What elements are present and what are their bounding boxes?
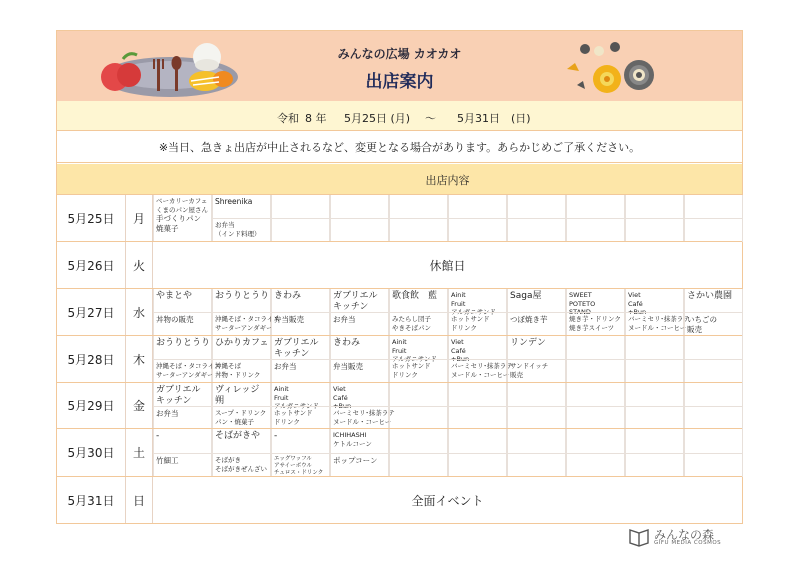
- shop-name-area: [567, 195, 624, 218]
- shop-name-area: [154, 429, 211, 453]
- shop-cell: [330, 383, 395, 429]
- shop-name-area: [567, 383, 624, 406]
- shop-name: ガブリエル: [156, 385, 201, 395]
- shop-item: サーターアンダギー: [215, 323, 273, 332]
- shop-cell: [566, 383, 625, 429]
- schedule-row: [57, 428, 742, 476]
- shop-item-area: [331, 312, 388, 336]
- shop-item-area: [449, 453, 506, 477]
- shop-item-area: [567, 312, 624, 336]
- table-header: [57, 164, 742, 194]
- shop-name-area: [213, 195, 270, 218]
- shop-cell: [684, 289, 743, 336]
- shop-cell: [389, 383, 448, 429]
- shop-item-area: [154, 359, 221, 383]
- shop-cell: [507, 429, 566, 477]
- shop-name-area: [331, 289, 388, 312]
- shop-cell: [330, 289, 389, 336]
- shop-cell: [330, 336, 389, 383]
- shop-name: キッチン: [156, 396, 192, 406]
- open-book-icon: [628, 526, 650, 546]
- shop-name: Fruit: [451, 299, 466, 308]
- shop-name: Fruit: [274, 393, 289, 402]
- shop-cell: [566, 429, 625, 477]
- media-cosmos-logo: [628, 526, 748, 548]
- row-day-of-week: 金: [125, 383, 153, 428]
- shop-cell: [684, 336, 743, 383]
- shop-item: ホットサンド: [274, 409, 313, 417]
- shop-name-area: [685, 289, 742, 312]
- shop-item: 焼き芋・ドリンク: [569, 315, 621, 323]
- shop-cell: [153, 383, 212, 429]
- shop-name: POTETO: [569, 299, 596, 308]
- shop-name-area: [272, 336, 329, 359]
- shop-name-area: [626, 336, 683, 359]
- shop-item: 丼物の販売: [156, 315, 194, 324]
- schedule-row: [57, 476, 742, 523]
- shop-name: ケトルコーン: [333, 439, 372, 448]
- row-day-of-week: 日: [125, 477, 153, 523]
- shop-name: キッチン: [274, 349, 310, 359]
- shop-item-area: [685, 312, 742, 336]
- shop-name-area: [449, 195, 506, 218]
- shop-item: ドリンク: [274, 417, 300, 426]
- logo-subtitle: GIFU MEDIA COSMOS: [654, 540, 722, 546]
- shop-cell: [684, 429, 743, 477]
- era: 令和: [277, 112, 299, 125]
- shop-name: Café: [333, 393, 348, 402]
- shop-name: Shreenika: [215, 197, 253, 206]
- row-day-of-week: 木: [125, 336, 153, 382]
- shop-item-area: [390, 406, 447, 429]
- shop-name-area: [213, 429, 270, 453]
- shop-name: Ainit: [274, 385, 289, 393]
- shop-cell: [389, 336, 448, 383]
- shop-item-area: [567, 359, 624, 383]
- shop-name: Ainit: [451, 291, 466, 299]
- shop-cell: [389, 429, 448, 477]
- row-day-of-week: 月: [125, 195, 153, 241]
- shop-name-area: [449, 336, 506, 363]
- shop-item-area: [685, 406, 742, 429]
- shop-name: ひかりカフェ: [215, 338, 269, 348]
- shop-item: ホットサンド: [451, 315, 490, 323]
- shop-item: ホットサンド: [392, 362, 431, 370]
- shop-line: 手づくりパン: [156, 214, 201, 223]
- shop-item-area: [567, 406, 624, 429]
- schedule-row: [57, 382, 742, 428]
- shop-name: アルガニサンド: [274, 402, 319, 410]
- shop-item-area: [272, 312, 329, 336]
- shop-cell: [625, 336, 684, 383]
- shop-name-area: [626, 429, 683, 453]
- shop-name-area: [213, 336, 270, 359]
- shop-item: 沖縄そば・タコライス: [215, 315, 280, 323]
- shop-item: アサイーボウル: [274, 463, 312, 469]
- shop-item-area: [331, 453, 388, 477]
- shop-name-area: [508, 289, 565, 312]
- shop-name: Viet: [451, 338, 464, 346]
- shop-name-area: [213, 289, 270, 312]
- shop-item-area: [390, 359, 447, 383]
- shop-cell: [566, 336, 625, 383]
- shop-name-area: [154, 195, 211, 242]
- shop-name: ガブリエル: [274, 338, 319, 348]
- shop-name: アルガニサンド: [392, 355, 437, 363]
- shop-name: おうりとうり: [156, 338, 211, 348]
- schedule-row: [57, 335, 742, 382]
- logo-name: みんなの森: [654, 528, 715, 542]
- shop-name: Fruit: [392, 346, 407, 355]
- shop-item-area: [508, 406, 565, 429]
- shop-item-area: [449, 312, 506, 336]
- shop-name: +Bun: [451, 355, 470, 363]
- shop-item-area: [390, 312, 447, 336]
- shop-name: そばがきや: [215, 431, 261, 441]
- shop-item: 販売: [687, 324, 702, 334]
- shop-name: やまとや: [156, 291, 193, 301]
- shop-item-area: [626, 453, 683, 477]
- row-full-note: 休館日: [429, 258, 466, 273]
- shop-name-area: [154, 289, 211, 312]
- shop-item-area: [508, 218, 565, 242]
- shop-item: （インド料理）: [215, 229, 261, 238]
- shop-cell: [271, 289, 330, 336]
- shop-cell: [448, 289, 507, 336]
- shop-name: おうりとうり: [215, 291, 270, 301]
- shop-item: そばがき: [215, 456, 241, 464]
- notice: ※当日、急きょ出店が中止されるなど、変更となる場合があります。あらかじめご了承ください。: [57, 132, 742, 163]
- shop-name: ICHIHASHI: [333, 431, 367, 439]
- shop-item: パン・焼菓子: [215, 417, 254, 426]
- shop-item-area: [331, 359, 388, 383]
- shop-name-area: [272, 289, 329, 312]
- shop-item-area: [567, 453, 624, 477]
- shop-cell: [153, 289, 212, 336]
- shop-cell: [448, 336, 513, 383]
- shop-item: 販売: [510, 370, 523, 379]
- shop-cell: [625, 383, 684, 429]
- shop-item: ポップコーン: [333, 456, 378, 465]
- shop-item: サンドイッチ: [510, 362, 549, 370]
- page-title: 出店案内: [365, 72, 434, 92]
- shop-cell: [389, 195, 448, 242]
- shop-item: お弁当: [333, 315, 356, 324]
- shop-name: きわみ: [333, 338, 361, 348]
- schedule-sheet: [56, 30, 743, 524]
- shop-item: お弁当: [215, 221, 235, 229]
- shop-item-area: [685, 218, 742, 242]
- shop-item-area: [154, 312, 211, 336]
- shop-item-area: [508, 453, 565, 477]
- shop-item-area: [449, 218, 506, 242]
- shop-cell: [684, 195, 743, 242]
- shop-name: Café: [628, 299, 643, 308]
- shop-item-area: [390, 218, 447, 242]
- shop-name: Viet: [333, 385, 346, 393]
- header: [57, 31, 742, 101]
- shop-item: お弁当: [156, 409, 179, 418]
- shop-item: つぼ焼き芋: [510, 315, 548, 324]
- shop-item: ドリンク: [451, 323, 477, 332]
- shop-cell: [448, 429, 507, 477]
- shop-name-area: [685, 383, 742, 406]
- shop-cell: [271, 429, 330, 477]
- row-date: 5月26日: [67, 258, 115, 273]
- shop-item-area: [567, 218, 624, 242]
- shop-item: そばがきぜんざい: [215, 464, 267, 473]
- shop-name-area: [508, 195, 565, 218]
- shop-item-area: [331, 218, 388, 242]
- shop-cell: [507, 195, 566, 242]
- shop-item-area: [272, 218, 329, 242]
- shop-item: みたらし団子: [392, 315, 431, 323]
- shop-item: 焼き芋スイーツ: [569, 323, 615, 332]
- shop-name: +Bun: [333, 402, 352, 410]
- shop-name: ガブリエル: [333, 291, 378, 301]
- shop-name: STAND: [569, 308, 591, 316]
- shop-item-area: [626, 406, 683, 429]
- shop-cell: [271, 383, 330, 429]
- shop-name-area: [449, 289, 506, 316]
- shop-cell: [566, 289, 625, 336]
- shop-name: SWEET: [569, 291, 592, 299]
- shop-item-area: [272, 359, 329, 383]
- shop-item-area: [213, 359, 270, 383]
- shop-item-area: [331, 406, 395, 429]
- shop-name-area: [685, 429, 742, 453]
- schedule-row: [57, 288, 742, 335]
- shop-item: バーミセリ･抹茶ラテ: [333, 409, 395, 417]
- row-full-note: 全面イベント: [411, 493, 484, 508]
- shop-name-area: [685, 336, 742, 359]
- shop-name: さかい農園: [687, 291, 733, 301]
- shop-name-area: [331, 429, 388, 453]
- shop-name-area: [626, 383, 683, 406]
- start-date: 5月25日 (月): [344, 112, 411, 125]
- shop-cell: [330, 429, 389, 477]
- row-day-of-week: 土: [125, 429, 153, 476]
- shop-cell: [507, 289, 566, 336]
- shop-name-area: [390, 195, 447, 218]
- shop-name-area: [272, 195, 329, 218]
- shop-item-area: [213, 453, 270, 477]
- shop-name-area: [154, 383, 211, 406]
- shop-name-area: [449, 383, 506, 406]
- shop-item-area: [213, 218, 270, 242]
- shop-name-area: [567, 289, 624, 316]
- shop-item: 弁当販売: [274, 315, 304, 324]
- shop-name-area: [272, 383, 329, 410]
- date-range: [57, 101, 742, 131]
- shop-item: スープ・ドリンク: [215, 409, 267, 417]
- row-date: 5月25日: [67, 211, 115, 226]
- shop-item-area: [449, 359, 513, 383]
- shop-name: Saga屋: [510, 291, 542, 301]
- shop-name: キッチン: [333, 302, 369, 312]
- shop-name: アルガニサンド: [451, 308, 496, 316]
- shop-cell: [212, 195, 271, 242]
- shop-name-area: [154, 336, 211, 359]
- shop-name-area: [331, 336, 388, 359]
- shop-cell: [389, 289, 448, 336]
- shop-item: バーミセリ･抹茶ラテ: [451, 362, 513, 370]
- shop-name: -: [156, 431, 160, 441]
- shop-name-area: [390, 383, 447, 406]
- shop-cell: [153, 429, 212, 477]
- shop-name: -: [274, 431, 278, 441]
- shop-item: いちごの: [687, 315, 717, 324]
- shop-item-area: [154, 406, 211, 429]
- schedule-row: [57, 241, 742, 288]
- shop-cell: [507, 336, 566, 383]
- row-date: 5月31日: [67, 493, 115, 508]
- schedule-row: [57, 194, 742, 241]
- shop-cell: [684, 383, 743, 429]
- shop-cell: [566, 195, 625, 242]
- year: 8 年: [305, 112, 327, 125]
- shop-item-area: [154, 453, 211, 477]
- shop-item-area: [626, 359, 683, 383]
- shop-cell: [212, 289, 280, 336]
- shop-cell: [153, 336, 221, 383]
- shop-item-area: [626, 218, 683, 242]
- content-column-label: 出店内容: [425, 174, 470, 187]
- shop-cell: [507, 383, 566, 429]
- shop-item-area: [685, 359, 742, 383]
- shop-name-area: [390, 336, 447, 363]
- shop-item: ドリンク: [392, 370, 418, 379]
- shop-item-area: [685, 453, 742, 477]
- shop-name: 歌食飲 藍: [392, 291, 438, 301]
- shop-line: くまのパン屋さん: [156, 205, 208, 214]
- shop-cell: [271, 336, 330, 383]
- shop-name-area: [685, 195, 742, 218]
- shop-item-area: [626, 312, 690, 336]
- shop-name: Ainit: [392, 338, 407, 346]
- shop-item: サーターアンダギー: [156, 370, 214, 379]
- shop-item: 沖縄そば・タコライス: [156, 362, 221, 370]
- shop-item: チュロス・ドリンク: [274, 470, 324, 476]
- shop-name-area: [626, 195, 683, 218]
- shop-name-area: [272, 429, 329, 453]
- shop-name-area: [331, 195, 388, 218]
- row-day-of-week: 火: [125, 242, 153, 288]
- shop-name-area: [567, 336, 624, 359]
- shop-item: 竹細工: [156, 456, 179, 465]
- shop-item: ヌードル・コーヒー: [451, 370, 510, 379]
- shop-item-area: [508, 312, 565, 336]
- shop-name: 朔: [215, 396, 225, 406]
- shop-cell: [625, 195, 684, 242]
- range-tilde: ～: [425, 112, 436, 125]
- shop-cell: [448, 195, 507, 242]
- shop-name-area: [331, 383, 388, 410]
- end-date: 5月31日 (日): [457, 112, 531, 125]
- shop-cell: [212, 383, 271, 429]
- shop-item-area: [213, 406, 270, 429]
- shop-item: 丼物・ドリンク: [215, 370, 261, 379]
- row-date: 5月28日: [67, 352, 115, 367]
- shop-line: 焼菓子: [156, 223, 179, 233]
- shop-name-area: [508, 383, 565, 406]
- shop-cell: [212, 429, 271, 477]
- shop-item: お弁当: [274, 362, 297, 371]
- shop-cell: [448, 383, 507, 429]
- shop-item: ヌードル・コーヒー: [333, 417, 392, 426]
- shop-name-area: [508, 429, 565, 453]
- shop-item: 弁当販売: [333, 362, 363, 371]
- page-subtitle: みんなの広場 カオカオ: [337, 47, 462, 61]
- row-date: 5月30日: [67, 446, 115, 460]
- shop-cell: [271, 195, 330, 242]
- shop-name-area: [508, 336, 565, 359]
- shop-name: +Bun: [628, 308, 647, 316]
- shop-item: やきそばパン: [392, 323, 431, 332]
- shop-item: ヌードル・コーヒー: [628, 323, 687, 332]
- shop-item-area: [272, 453, 329, 477]
- shop-name: きわみ: [274, 291, 302, 301]
- shop-name-area: [390, 289, 447, 312]
- shop-item-area: [508, 359, 565, 383]
- shop-cell: [212, 336, 271, 383]
- shop-name-area: [449, 429, 506, 453]
- shop-name: リンデン: [510, 338, 546, 348]
- shop-cell: [153, 195, 212, 242]
- shop-name: Café: [451, 346, 466, 355]
- shop-item-area: [449, 406, 506, 429]
- shop-line: ベーカリーカフェ: [156, 197, 208, 205]
- shop-cell: [625, 429, 684, 477]
- row-date: 5月29日: [67, 399, 115, 413]
- shop-item-area: [272, 406, 329, 429]
- shop-name-area: [567, 429, 624, 453]
- shop-cell: [625, 289, 690, 336]
- shop-name-area: [390, 429, 447, 453]
- shop-item: バーミセリ･抹茶ラテ: [628, 315, 690, 323]
- shop-item: エッグワッフル: [274, 456, 312, 462]
- shop-cell: [330, 195, 389, 242]
- row-day-of-week: 水: [125, 289, 153, 335]
- shop-item: 沖縄そば: [215, 362, 241, 370]
- shop-name: ヴィレッジ: [215, 385, 260, 395]
- shop-name-area: [213, 383, 270, 406]
- shop-item-area: [390, 453, 447, 477]
- shop-name: Viet: [628, 291, 641, 299]
- shop-name-area: [626, 289, 683, 316]
- shop-item-area: [213, 312, 280, 336]
- row-date: 5月27日: [67, 305, 115, 320]
